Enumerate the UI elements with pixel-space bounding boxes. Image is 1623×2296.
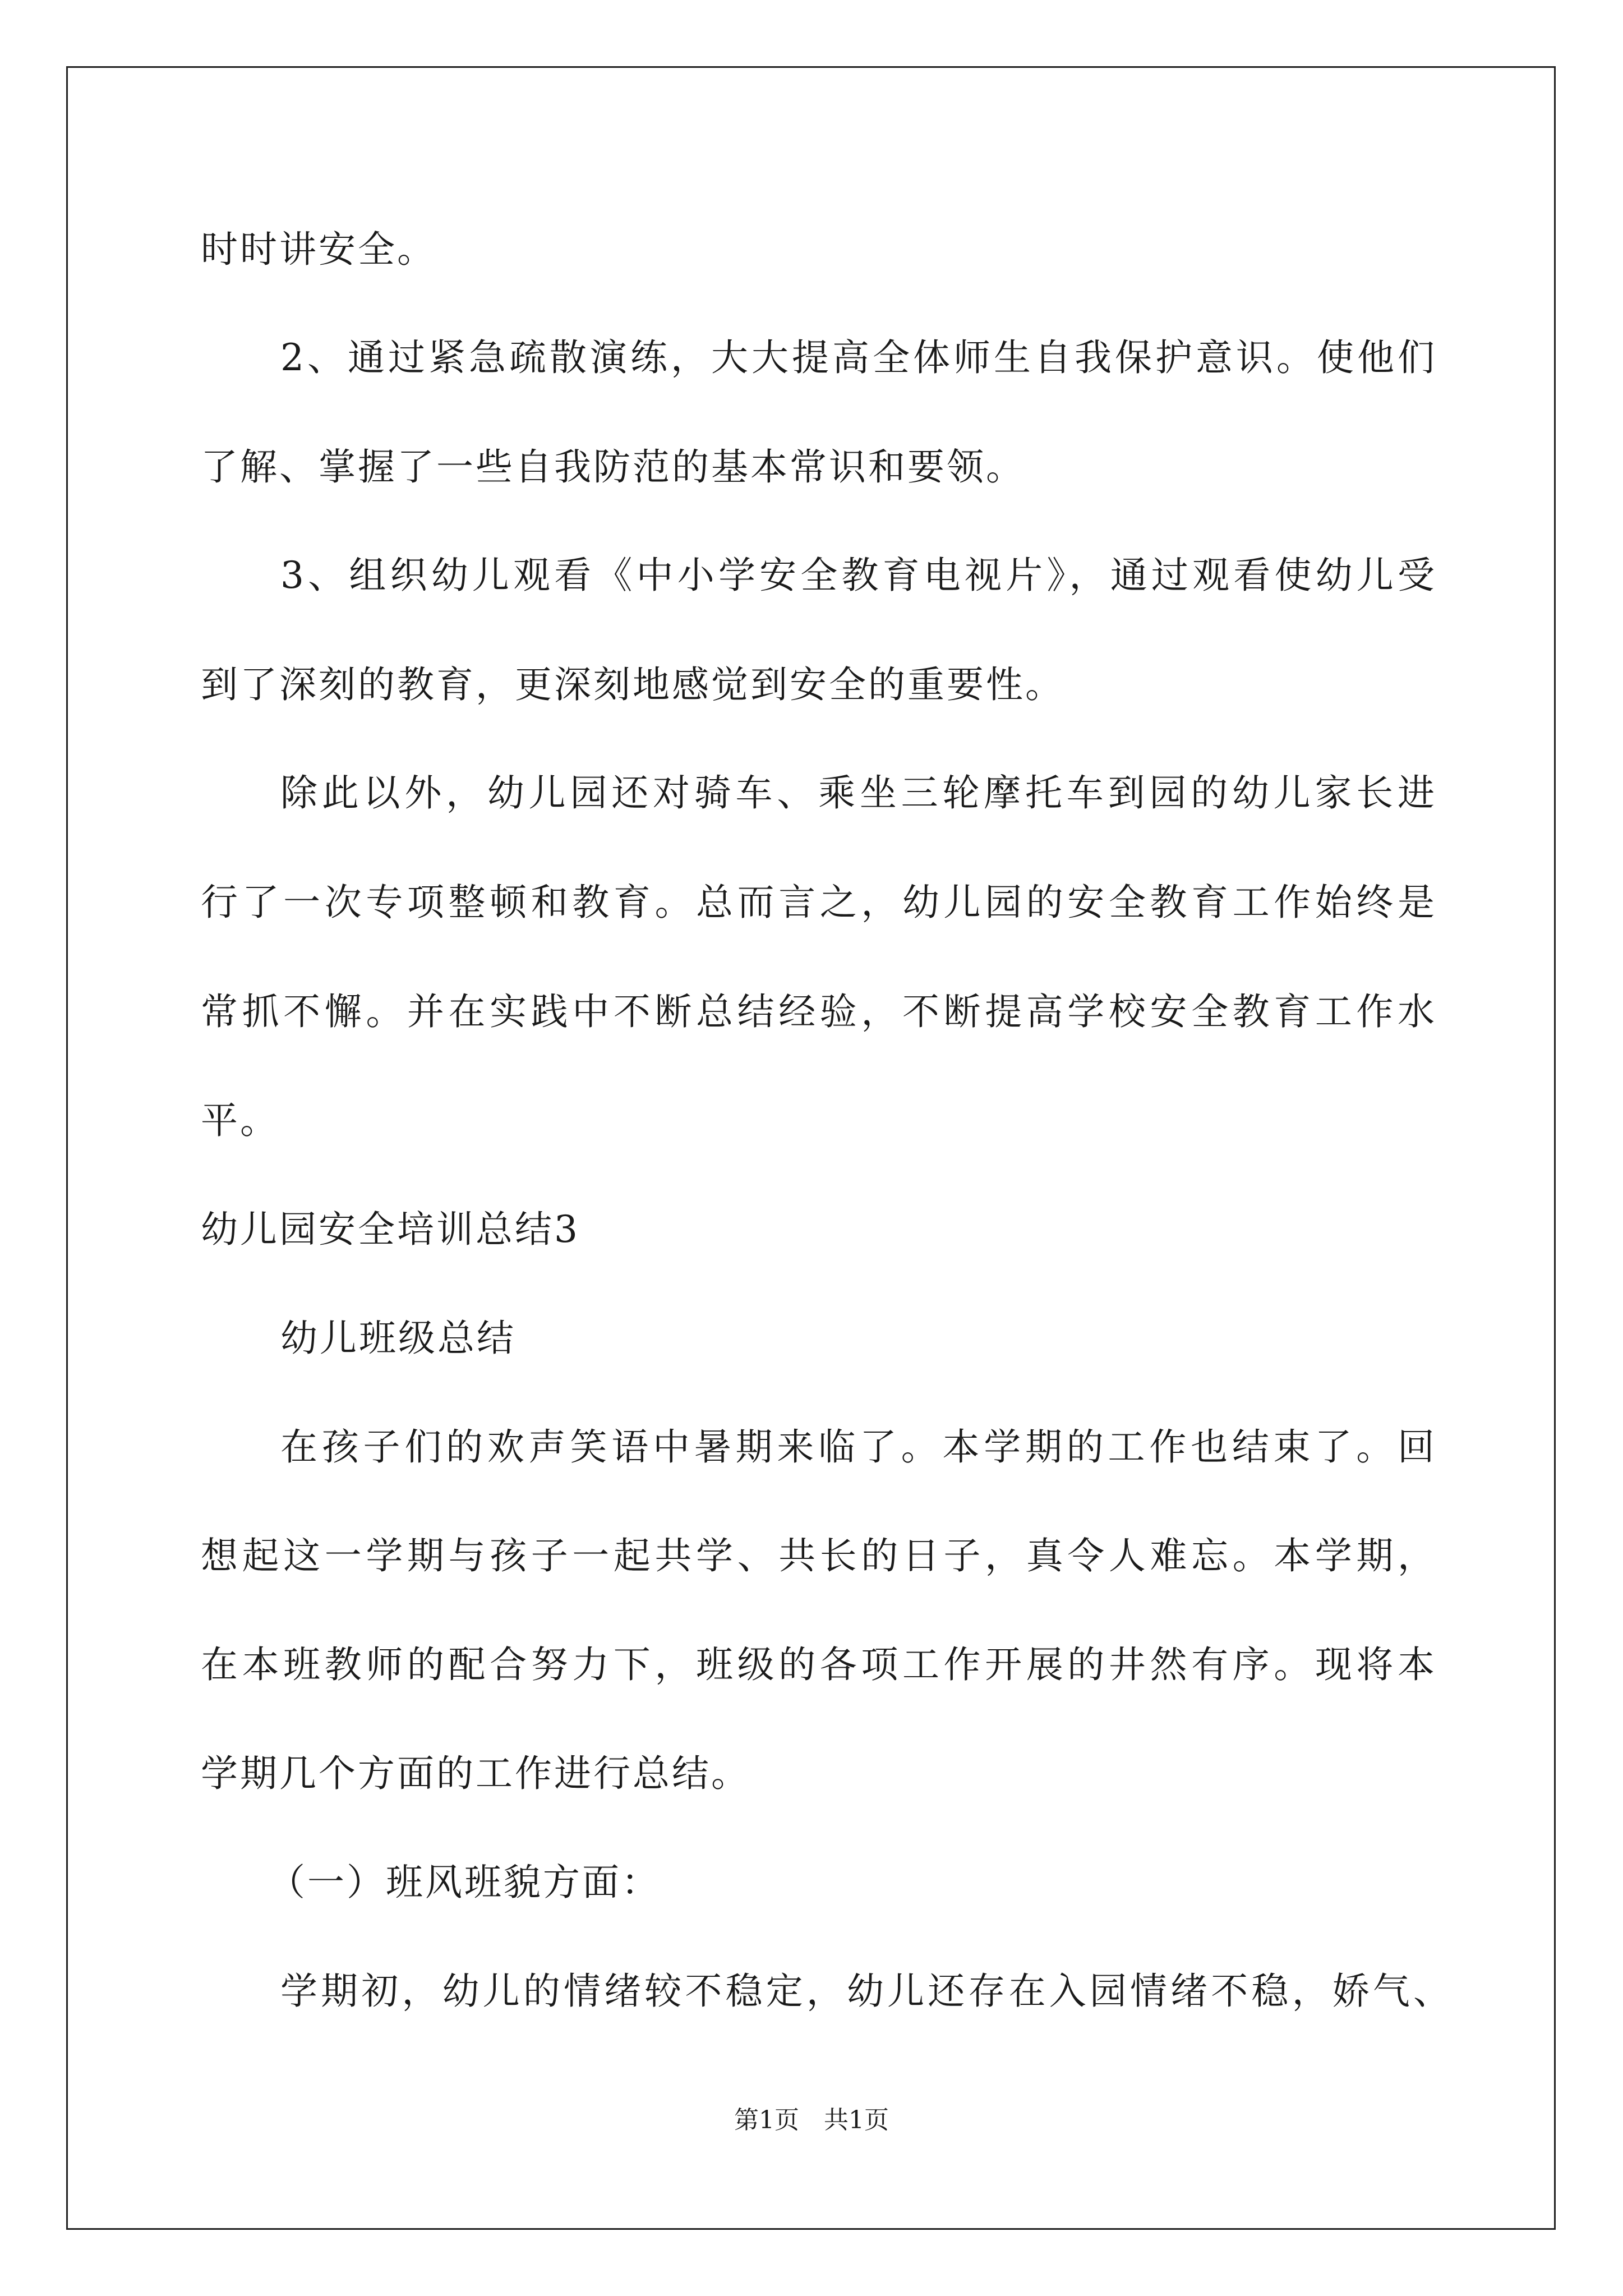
text-line: 到了深刻的教育，更深刻地感觉到安全的重要性。 <box>201 663 1064 706</box>
section-heading: 幼儿园安全培训总结3 <box>201 1208 580 1251</box>
text-line: 了解、掌握了一些自我防范的基本常识和要领。 <box>201 445 1025 489</box>
subsection-heading: 幼儿班级总结 <box>280 1317 516 1360</box>
page-number: 第1页 共1页 <box>734 2106 889 2134</box>
text-line: 2、通过紧急疏散演练，大大提高全体师生自我保护意识。使他们 <box>280 336 1435 379</box>
text-line: 时时讲安全。 <box>201 228 436 271</box>
text-line: 除此以外，幼儿园还对骑车、乘坐三轮摩托车到园的幼儿家长进 <box>280 771 1435 815</box>
text-line: 平。 <box>201 1099 279 1142</box>
page-border <box>66 66 1556 2230</box>
text-line: 行了一次专项整顿和教育。总而言之，幼儿园的安全教育工作始终是 <box>201 881 1435 924</box>
text-line: 常抓不懈。并在实践中不断总结经验，不断提高学校安全教育工作水 <box>201 990 1435 1033</box>
text-line: 学期初，幼儿的情绪较不稳定，幼儿还存在入园情绪不稳，娇气、 <box>280 1970 1450 2013</box>
text-line: 在本班教师的配合努力下，班级的各项工作开展的井然有序。现将本 <box>201 1643 1435 1686</box>
text-line: 3、组织幼儿观看《中小学安全教育电视片》，通过观看使幼儿受 <box>280 554 1435 597</box>
text-line: 想起这一学期与孩子一起共学、共长的日子，真令人难忘。本学期， <box>201 1534 1435 1577</box>
text-line: 学期几个方面的工作进行总结。 <box>201 1752 750 1795</box>
text-line: 在孩子们的欢声笑语中暑期来临了。本学期的工作也结束了。回 <box>280 1425 1435 1469</box>
subsection-heading: （一）班风班貌方面： <box>268 1861 661 1904</box>
